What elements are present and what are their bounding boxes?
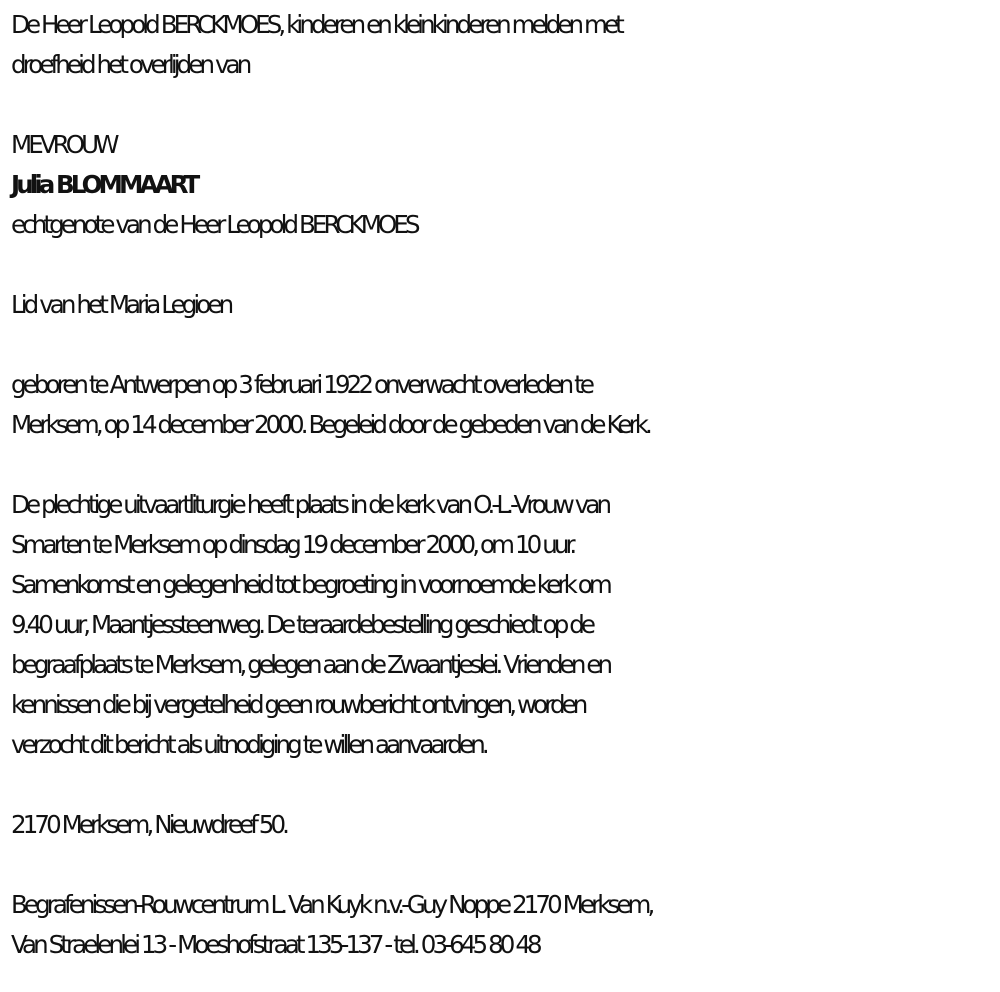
salutation: MEVROUW	[11, 130, 116, 159]
birth-death-line: geboren te Antwerpen op 3 februari 1922 onverwacht overleden te	[11, 370, 591, 399]
undertaker-line: Begrafenissen-Rouwcentrum L. Van Kuyk n.v.-Guy Noppe 2170 Merksem,	[11, 890, 652, 919]
family-address: 2170 Merksem, Nieuwdreef 50.	[11, 810, 287, 839]
spacer	[11, 325, 996, 365]
spouse-line: echtgenote van de Heer Leopold BERCKMOES	[11, 210, 417, 239]
funeral-paragraph	[11, 485, 996, 765]
spacer	[11, 765, 996, 805]
birth-death-paragraph	[11, 365, 996, 445]
funeral-line: Samenkomst en gelegenheid tot begroeting in voornoemde kerk om	[11, 570, 609, 599]
birth-death-line: Merksem, op 14 december 2000. Begeleid door de gebeden van de Kerk.	[11, 410, 649, 439]
intro-line: De Heer Leopold BERCKMOES, kinderen en kleinkinderen melden met	[11, 10, 621, 39]
funeral-line: kennissen die bij vergetelheid geen rouwbericht ontvingen, worden	[11, 690, 585, 719]
funeral-line: De plechtige uitvaartliturgie heeft plaats in de kerk van O.-L.-Vrouw van	[11, 490, 609, 519]
spacer	[11, 85, 996, 125]
spacer	[11, 845, 996, 885]
intro-line: droefheid het overlijden van	[11, 50, 249, 79]
funeral-line: begraafplaats te Merksem, gelegen aan de Zwaantjeslei. Vrienden en	[11, 650, 610, 679]
funeral-line: Smarten te Merksem op dinsdag 19 december 2000, om 10 uur.	[11, 530, 574, 559]
funeral-line: verzocht dit bericht als uitnodiging te willen aanvaarden.	[11, 730, 486, 759]
death-notice	[11, 5, 996, 965]
spacer	[11, 445, 996, 485]
spacer	[11, 245, 996, 285]
intro-paragraph	[11, 5, 996, 85]
deceased-name: Julia BLOMMAART	[11, 170, 197, 199]
undertaker-paragraph	[11, 885, 996, 965]
undertaker-line: Van Straelenlei 13 - Moeshofstraat 135-137 - tel. 03-645 80 48	[11, 930, 539, 959]
membership-line: Lid van het Maria Legioen	[11, 290, 231, 319]
funeral-line: 9.40 uur, Maantjessteenweg. De teraardebestelling geschiedt op de	[11, 610, 593, 639]
